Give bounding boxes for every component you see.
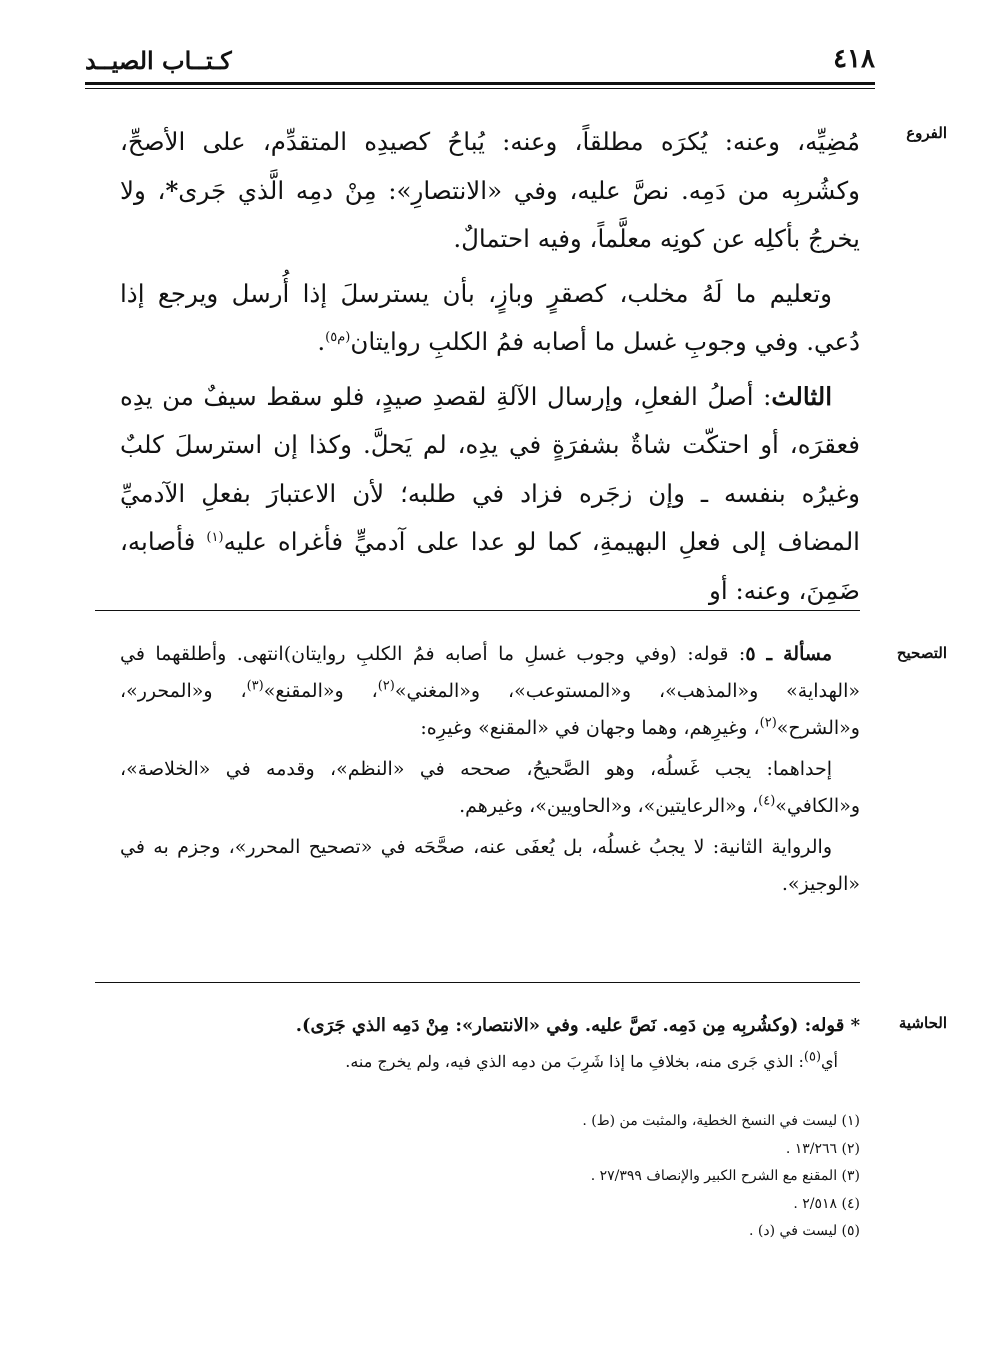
tashih-paragraph-3: والرواية الثانية: لا يجبُ غسلُه، بل يُعفَى عنه، صحَّحَه في «تصحيح المحرر»، وجزم به في «الوجيز». — [120, 836, 860, 895]
book-title: كـتــاب الصيــد — [85, 46, 232, 75]
footnotes — [120, 1108, 860, 1246]
main-paragraph-1: مُضِيِّه، وعنه: يُكرَه مطلقاً، وعنه: يُباحُ كصيدِه المتقدِّم، على الأصحِّ، وكشُربِه من دَمِه. نصَّ عليه، وفي «الانتصارِ»: مِنْ دمِه الَّذي جَرى*، ولا يخرجُ بأكلِه عن كونِه معلَّماً، وفيه احتمالٌ. — [120, 127, 860, 253]
section-divider — [95, 610, 860, 611]
footnote-item: (٢) ١٣/٢٦٦ . — [785, 1140, 860, 1157]
page-header — [85, 44, 875, 84]
section-lead: الثالث — [771, 381, 832, 411]
footnote-item: (٣) المقنع مع الشرح الكبير والإنصاف ٢٧/٣٩٩ . — [590, 1168, 860, 1184]
footnote-item: (١) ليست في النسخ الخطية، والمثبت من (ط) . — [582, 1113, 860, 1129]
main-paragraph-3: الثالث: أصلُ الفعلِ، وإرسال الآلةِ لقصدِ صيدٍ، فلو سقط سيفٌ من يدِه فعقرَه، أو احتكّت شاةٌ بشفرَةٍ في يدِه، لم يَحلَّ. وكذا إن استرسلَ كلبٌ وغيرُه بنفسه ـ وإن زجَره فزاد في طلبه؛ لأن الاعتبارَ بفعلِ الآدميِّ المضاف إلى فعلِ البهيمةِ، كما لو عدا على آدميٍّ فأغراه عليه$^{(١)}$ فأصابه، ضَمِنَ، وعنه: أو — [120, 381, 860, 605]
footnote-item: (٤) ٢/٥١٨ . — [793, 1195, 860, 1212]
main-text — [120, 118, 860, 621]
hashiya-text — [120, 1008, 860, 1080]
section-divider — [95, 982, 860, 983]
header-rule-thin — [85, 88, 875, 89]
side-label-furu: الفروع — [906, 124, 947, 142]
page-number: ٤١٨ — [833, 44, 875, 74]
hashiya-marker: * — [165, 175, 179, 205]
header-rule-thick — [85, 82, 875, 85]
hashiya-line-1: * قوله: (وكشُربِه مِن دَمِه. نَصَّ عليه. وفي «الانتصار»: مِنْ دَمِه الذي جَرَى). — [295, 1015, 860, 1036]
footnote-ref: (م٥) — [325, 329, 351, 345]
footnote-item: (٥) ليست في (د) . — [749, 1223, 860, 1239]
footnote-ref: (١) — [206, 529, 224, 545]
tashih-text — [120, 636, 860, 907]
tashih-paragraph-2: إحداهما: يجب غَسلُه، وهو الصَّحيحُ، صححه في «النظم»، وقدمه في «الخلاصة»، و«الكافي»$^{(٤)}$، و«الرعايتين»، و«الحاويين»، وغيرهم. — [120, 758, 860, 817]
hashiya-line-2: أي$^{(٥)}$: الذي جَرى منه، بخلافِ ما إذا شَرِبَ من دمِه الذي فيه، ولم يخرج منه. — [345, 1049, 838, 1071]
side-label-tashih: التصحيح — [896, 644, 947, 662]
main-paragraph-2: وتعليم ما لَهُ مخلب، كصقرٍ وبازٍ، بأن يسترسلَ إذا أُرسل ويرجع إذا دُعي. وفي وجوبِ غسل ما أصابه فمُ الكلبِ روايتان$^{(م٥)}$. — [120, 278, 860, 356]
tashih-paragraph-1: مسألة ـ ٥: قوله: (وفي وجوب غسلِ ما أصابه فمُ الكلبِ روايتان)انتهى. وأطلقهما في «الهداية» و«المذهب»، و«المستوعب»، و«المغني»$^{(٢)}$، و«المقنع»$^{(٣)}$، و«المحرر»، و«الشرح»$^{(٢)}$، وغيرِهم، وهما وجهان في «المقنع» وغيرِه: — [120, 643, 860, 739]
side-label-hashiya: الحاشية — [898, 1014, 947, 1032]
masala-lead: مسألة ـ ٥ — [745, 643, 833, 665]
